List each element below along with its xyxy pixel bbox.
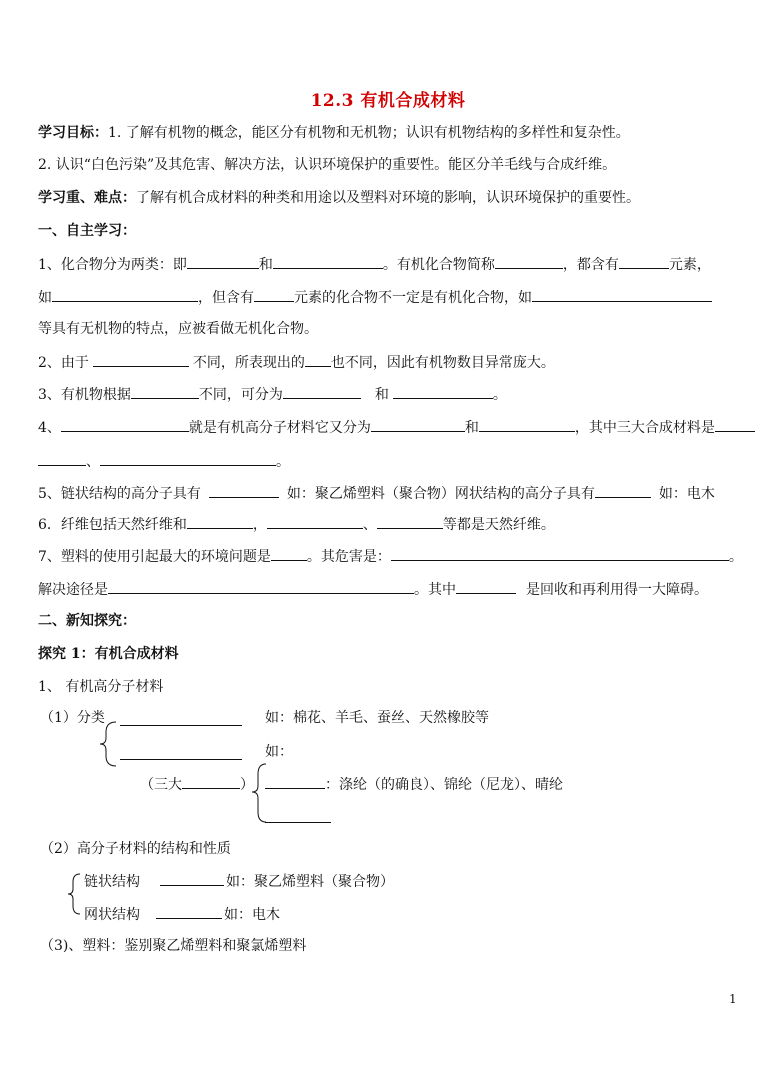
key-points-text: 了解有机合成材料的种类和用途以及塑料对环境的影响，认识环境保护的重要性。 xyxy=(136,190,640,206)
q7-text-a: 7、塑料的使用引起最大的环境问题是 xyxy=(38,549,271,565)
answer-blank[interactable] xyxy=(265,774,325,789)
q4-text-a: 4、 xyxy=(38,420,61,436)
question-3 xyxy=(38,384,507,405)
answer-blank[interactable] xyxy=(156,904,222,919)
answer-blank[interactable] xyxy=(393,384,493,399)
q2-text-b: 不同，所表现出的 xyxy=(192,355,305,371)
explore-heading: 探究 1：有机合成材料 xyxy=(38,646,179,662)
answer-blank[interactable] xyxy=(371,417,465,432)
answer-blank[interactable] xyxy=(187,514,253,529)
chain-structure-row xyxy=(84,871,394,892)
answer-blank[interactable] xyxy=(456,579,516,594)
q7-text-f: 是回收和再利用得一大障碍。 xyxy=(526,582,708,598)
question-6 xyxy=(38,514,555,535)
q3-text-b: 不同，可分为 xyxy=(198,387,283,403)
answer-blank[interactable] xyxy=(271,546,307,561)
answer-blank[interactable] xyxy=(187,254,259,269)
big-three-open: （三大 xyxy=(140,777,182,793)
answer-blank[interactable] xyxy=(93,352,189,367)
q7-text-d: 解决途径是 xyxy=(38,582,108,598)
answer-blank[interactable] xyxy=(595,483,651,498)
plastic-heading: （3)、塑料：鉴别聚乙烯塑料和聚氯烯塑料 xyxy=(40,938,307,954)
answer-blank[interactable] xyxy=(391,546,729,561)
question-1-line-3: 等具有无机物的特点，应被看做无机化合物。 xyxy=(38,321,318,337)
answer-blank[interactable] xyxy=(38,451,86,466)
answer-blank[interactable] xyxy=(52,287,198,302)
answer-blank[interactable] xyxy=(273,254,383,269)
page-title: 12.3 有机合成材料 xyxy=(310,91,466,111)
q4-text-e: 、 xyxy=(86,454,100,470)
answer-blank[interactable] xyxy=(209,483,279,498)
big-three-group xyxy=(140,774,254,795)
answer-blank[interactable] xyxy=(108,579,414,594)
goals-label: 学习目标： xyxy=(38,125,108,141)
network-structure-example: 如：电木 xyxy=(224,907,280,923)
q6-text-a: 6．纤维包括天然纤维和 xyxy=(38,517,187,533)
answer-blank[interactable] xyxy=(495,254,563,269)
fiber-row xyxy=(265,774,563,795)
synthetic-material-blank[interactable] xyxy=(120,745,242,760)
q4-text-c: 和 xyxy=(464,420,479,436)
structure-brace xyxy=(66,872,82,916)
question-4-line-2 xyxy=(38,451,290,472)
question-1-line-2 xyxy=(38,287,712,308)
q6-text-b: ， xyxy=(252,517,267,533)
classification-brace xyxy=(96,720,120,770)
q2-text-c: 也不同，因此有机物数目异常庞大。 xyxy=(330,355,555,371)
q1-text-a: 1、化合物分为两类：即 xyxy=(38,257,187,273)
q1-text-g: ，但含有 xyxy=(198,290,254,306)
section-heading-2: 二、新知探究： xyxy=(38,613,136,629)
question-7-line-1 xyxy=(38,546,743,567)
q5-text-b: 如：聚乙烯塑料（聚合物）网状结构的高分子具有 xyxy=(286,486,595,502)
synthetic-material-example: 如： xyxy=(265,744,293,760)
classification-label: （1）分类 xyxy=(40,710,105,726)
goals-line-1 xyxy=(38,123,630,143)
answer-blank[interactable] xyxy=(305,352,331,367)
q3-text-a: 3、有机物根据 xyxy=(38,387,131,403)
answer-blank[interactable] xyxy=(61,417,189,432)
q4-text-f: 。 xyxy=(276,454,290,470)
q7-text-c: 。 xyxy=(728,549,743,565)
q7-text-e: 。其中 xyxy=(414,582,456,598)
q1-text-e: 元素， xyxy=(668,257,711,273)
q1-text-d: ，都含有 xyxy=(562,257,619,273)
answer-blank[interactable] xyxy=(131,384,199,399)
organic-polymer-heading: 1、 有机高分子材料 xyxy=(38,679,164,695)
goals-line-2: 2. 认识“白色污染”及其危害、解决方法，认识环境保护的重要性。能区分羊毛线与合成纤维。 xyxy=(38,157,617,173)
chain-structure-example: 如：聚乙烯塑料（聚合物） xyxy=(226,874,394,890)
q5-text-a: 5、链状结构的高分子具有 xyxy=(38,486,201,502)
q1-text-c: 。有机化合物简称 xyxy=(382,257,495,273)
q6-text-c: 、 xyxy=(362,517,377,533)
key-points xyxy=(38,188,640,208)
q6-text-d: 等都是天然纤维。 xyxy=(442,517,555,533)
answer-blank[interactable] xyxy=(479,417,575,432)
q2-text-a: 2、由于 xyxy=(38,355,89,371)
answer-blank[interactable] xyxy=(100,451,276,466)
answer-blank[interactable] xyxy=(267,514,363,529)
question-2 xyxy=(38,352,555,373)
natural-material-example: 如：棉花、羊毛、蚕丝、天然橡胶等 xyxy=(265,710,489,726)
section-heading-1: 一、自主学习： xyxy=(38,223,136,239)
question-4-line-1 xyxy=(38,417,755,438)
question-5 xyxy=(38,483,715,504)
answer-blank[interactable] xyxy=(283,384,361,399)
q3-text-d: 。 xyxy=(492,387,507,403)
answer-blank[interactable] xyxy=(532,287,712,302)
answer-blank[interactable] xyxy=(265,808,331,823)
big-three-close: ） xyxy=(240,777,254,793)
goals-text-1: 1. 了解有机物的概念，能区分有机物和无机物；认识有机物结构的多样性和复杂性。 xyxy=(108,125,630,141)
q7-text-b: 。其危害是： xyxy=(306,549,391,565)
chain-structure-label: 链状结构 xyxy=(84,874,140,890)
answer-blank[interactable] xyxy=(715,417,755,432)
structure-heading: （2）高分子材料的结构和性质 xyxy=(40,841,231,857)
q4-text-b: 就是有机高分子材料它又分为 xyxy=(188,420,371,436)
q4-text-d: ，其中三大合成材料是 xyxy=(574,420,715,436)
q3-text-c: 和 xyxy=(374,387,389,403)
fiber-example: ：涤纶（的确良）、锦纶（尼龙）、晴纶 xyxy=(325,777,563,793)
question-1-line-1 xyxy=(38,254,711,275)
answer-blank[interactable] xyxy=(377,514,443,529)
natural-material-blank[interactable] xyxy=(120,711,242,726)
q1-text-f: 如 xyxy=(38,290,52,306)
key-points-label: 学习重、难点： xyxy=(38,190,136,206)
answer-blank[interactable] xyxy=(182,774,240,789)
answer-blank[interactable] xyxy=(160,871,224,886)
q5-text-c: 如：电木 xyxy=(658,486,715,502)
q1-text-h: 元素的化合物不一定是有机化合物，如 xyxy=(294,290,532,306)
answer-blank[interactable] xyxy=(254,287,294,302)
page-number: 1 xyxy=(729,992,737,1006)
q1-text-b: 和 xyxy=(258,257,273,273)
network-structure-row xyxy=(84,904,280,925)
answer-blank[interactable] xyxy=(619,254,669,269)
network-structure-label: 网状结构 xyxy=(84,907,140,923)
question-7-line-2 xyxy=(38,579,708,600)
